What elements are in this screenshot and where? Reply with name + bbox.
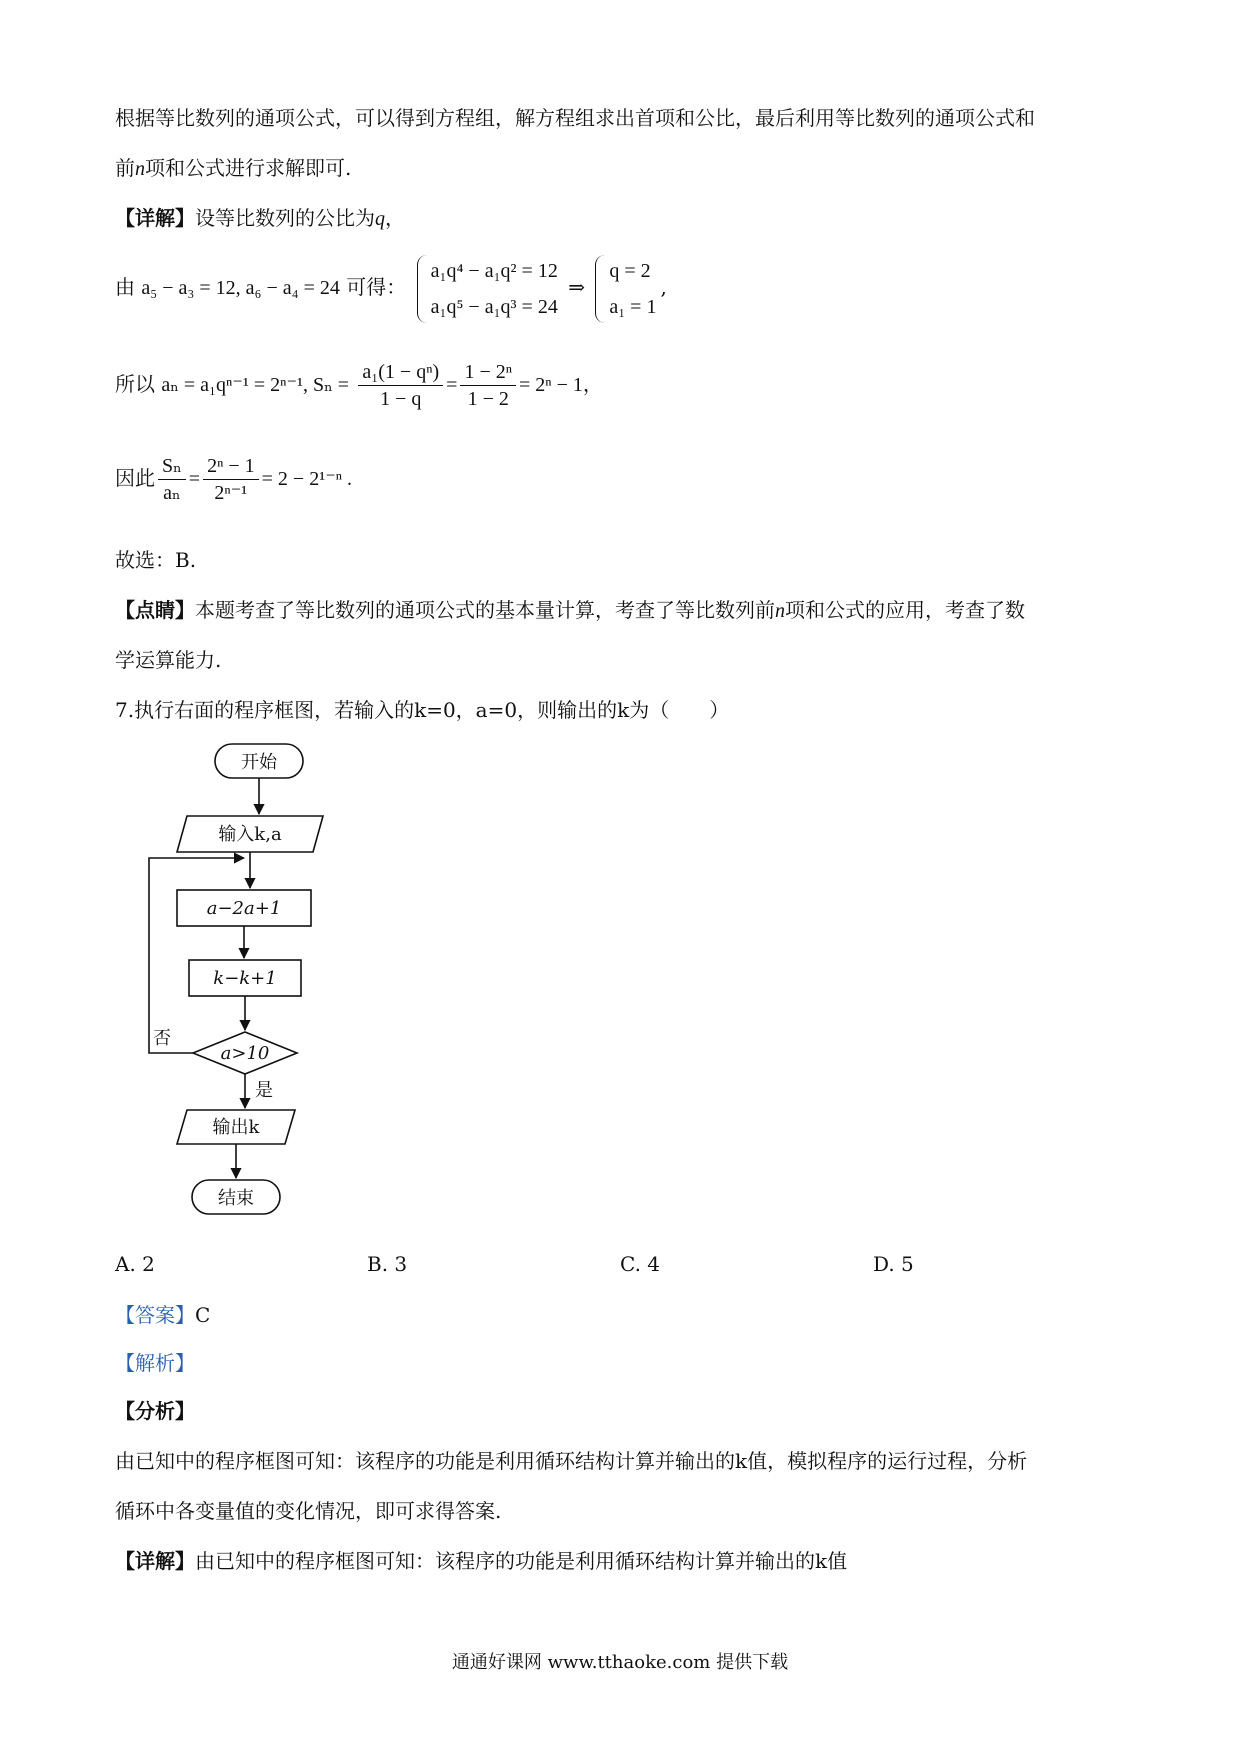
text-segment: 前 bbox=[115, 156, 135, 180]
ratio-line bbox=[115, 446, 352, 511]
decision-label: a>10 bbox=[220, 1043, 270, 1064]
numerator: Sₙ bbox=[158, 453, 186, 480]
condition-expr: a₅ − a₃ = 12, a₆ − a₄ = 24 bbox=[141, 277, 340, 299]
comment-label: 【点睛】 bbox=[115, 598, 195, 622]
start-label: 开始 bbox=[241, 752, 277, 773]
denominator: aₙ bbox=[163, 482, 181, 504]
brace bbox=[595, 255, 606, 323]
fraction bbox=[158, 453, 186, 506]
fraction bbox=[358, 359, 443, 412]
loop-back-line bbox=[149, 858, 244, 1053]
comment-line-2: 学运算能力. bbox=[115, 648, 222, 672]
choice-a: A. 2 bbox=[115, 1252, 155, 1276]
implies-symbol: ⇒ bbox=[568, 277, 585, 299]
you-text: 由 bbox=[115, 275, 135, 299]
flowchart bbox=[135, 740, 355, 1230]
yes-label: 是 bbox=[255, 1080, 273, 1101]
analysis-line-1: 根据等比数列的通项公式，可以得到方程组，解方程组求出首项和公比，最后利用等比数列的通项公式和 bbox=[115, 106, 1035, 130]
process-a-label: a−2a+1 bbox=[206, 898, 282, 919]
fraction bbox=[203, 453, 259, 506]
analysis2-label: 【分析】 bbox=[115, 1399, 195, 1423]
an-sn-line bbox=[115, 352, 603, 417]
no-label: 否 bbox=[153, 1028, 171, 1049]
analysis-body-1: 由已知中的程序框图可知：该程序的功能是利用循环结构计算并输出的k值，模拟程序的运行过程，分析 bbox=[115, 1449, 1028, 1473]
text-segment: 项和公式进行求解即可. bbox=[145, 156, 352, 180]
footer: 通通好课网 www.tthaoke.com 提供下载 bbox=[451, 1652, 789, 1673]
system-line bbox=[115, 247, 667, 328]
analysis-body-2: 循环中各变量值的变化情况，即可求得答案. bbox=[115, 1499, 502, 1523]
equation-system-2 bbox=[595, 253, 656, 325]
input-label: 输入k,a bbox=[218, 824, 282, 845]
system-row: a₁q⁴ − a₁q² = 12 bbox=[430, 259, 558, 282]
yinci-text: 因此 bbox=[115, 466, 155, 490]
answer-value: C bbox=[195, 1303, 211, 1327]
ratio-tail: = 2 − 2¹⁻ⁿ . bbox=[261, 468, 353, 490]
system-row: q = 2 bbox=[609, 259, 651, 282]
question-7: 7.执行右面的程序框图，若输入的k=0，a=0，则输出的k为（ ） bbox=[115, 698, 730, 722]
numerator: 1 − 2ⁿ bbox=[460, 359, 516, 386]
equation-system-1 bbox=[417, 253, 558, 325]
comment-body: 项和公式的应用，考查了数 bbox=[785, 598, 1025, 622]
brace bbox=[417, 255, 428, 323]
equals: = bbox=[188, 468, 201, 490]
fraction bbox=[460, 359, 516, 412]
system-row: a₁ = 1 bbox=[609, 295, 657, 318]
choice-c: C. 4 bbox=[620, 1252, 661, 1276]
analysis-line-2 bbox=[115, 154, 351, 183]
detail2-line bbox=[115, 1547, 847, 1575]
var-n: n bbox=[775, 600, 785, 622]
process-k-label: k−k+1 bbox=[213, 968, 277, 989]
numerator: 2ⁿ − 1 bbox=[203, 453, 259, 480]
comment-body: 本题考查了等比数列的通项公式的基本量计算，考查了等比数列前 bbox=[195, 598, 775, 622]
guxuan-line: 故选：B. bbox=[115, 548, 197, 572]
suoyi-text: 所以 bbox=[115, 372, 155, 396]
equals: = bbox=[446, 374, 458, 396]
system-row: a₁q⁵ − a₁q³ = 24 bbox=[430, 295, 558, 318]
an-tail: = 2ⁿ − 1， bbox=[519, 374, 603, 396]
detail-line bbox=[115, 204, 405, 233]
detail2-body: 由已知中的程序框图可知：该程序的功能是利用循环结构计算并输出的k值 bbox=[195, 1549, 848, 1573]
detail-body: 设等比数列的公比为 bbox=[195, 206, 375, 230]
choice-b: B. 3 bbox=[367, 1252, 408, 1276]
detail2-label: 【详解】 bbox=[115, 1549, 195, 1573]
output-label: 输出k bbox=[212, 1117, 260, 1138]
denominator: 1 − q bbox=[380, 388, 422, 410]
analysis-label: 【解析】 bbox=[115, 1351, 195, 1375]
comma: , bbox=[660, 275, 667, 299]
an-expr: aₙ = a₁qⁿ⁻¹ = 2ⁿ⁻¹, Sₙ = bbox=[161, 374, 350, 396]
numerator: a₁(1 − qⁿ) bbox=[358, 359, 443, 386]
comma: ， bbox=[385, 206, 405, 230]
var-q: q bbox=[375, 208, 385, 230]
denominator: 2ⁿ⁻¹ bbox=[214, 482, 248, 504]
answer-line bbox=[115, 1301, 210, 1329]
denominator: 1 − 2 bbox=[467, 388, 509, 410]
choices bbox=[115, 1252, 1115, 1282]
comment-line-1 bbox=[115, 596, 1025, 625]
answer-label: 【答案】 bbox=[115, 1303, 195, 1327]
detail-label: 【详解】 bbox=[115, 206, 195, 230]
end-label: 结束 bbox=[218, 1188, 254, 1209]
choice-d: D. 5 bbox=[873, 1252, 914, 1276]
var-n: n bbox=[135, 158, 145, 180]
kede-text: 可得： bbox=[346, 275, 407, 299]
